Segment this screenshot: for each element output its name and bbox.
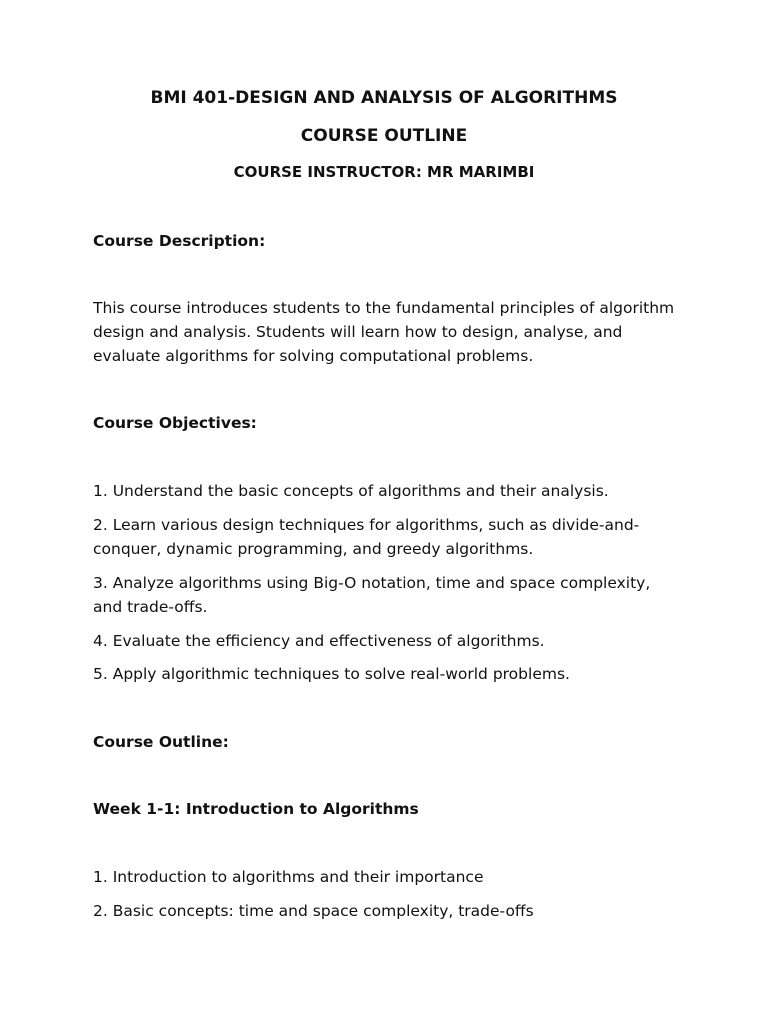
course-instructor: COURSE INSTRUCTOR: MR MARIMBI xyxy=(233,163,535,181)
course-description-text: This course introduces students to the fundamental principles of algorithm design and analysis. Students will learn how to design, analyse, and evaluate algorithms for solving computational problems. xyxy=(93,299,675,365)
objective-item: 3. Analyze algorithms using Big-O notation, time and space complexity, and trade-offs. xyxy=(93,574,651,616)
course-description-heading: Course Description: xyxy=(93,232,266,250)
week-topic-item: 1. Introduction to algorithms and their importance xyxy=(93,868,484,886)
course-outline-heading: Course Outline: xyxy=(93,733,229,751)
week-topic-item: 2. Basic concepts: time and space complexity, trade-offs xyxy=(93,902,534,920)
objective-item: 1. Understand the basic concepts of algorithms and their analysis. xyxy=(93,482,609,500)
document-title: COURSE OUTLINE xyxy=(300,126,468,146)
week-heading: Week 1-1: Introduction to Algorithms xyxy=(93,800,419,818)
objective-item: 4. Evaluate the efficiency and effectiveness of algorithms. xyxy=(93,632,545,650)
objective-item: 2. Learn various design techniques for algorithms, such as divide-and-conquer, dynamic programming, and greedy algorithms. xyxy=(93,516,640,558)
course-objectives-heading: Course Objectives: xyxy=(93,414,257,432)
course-code-title: BMI 401-DESIGN AND ANALYSIS OF ALGORITHMS xyxy=(150,88,618,108)
objective-item: 5. Apply algorithmic techniques to solve real-world problems. xyxy=(93,665,570,683)
